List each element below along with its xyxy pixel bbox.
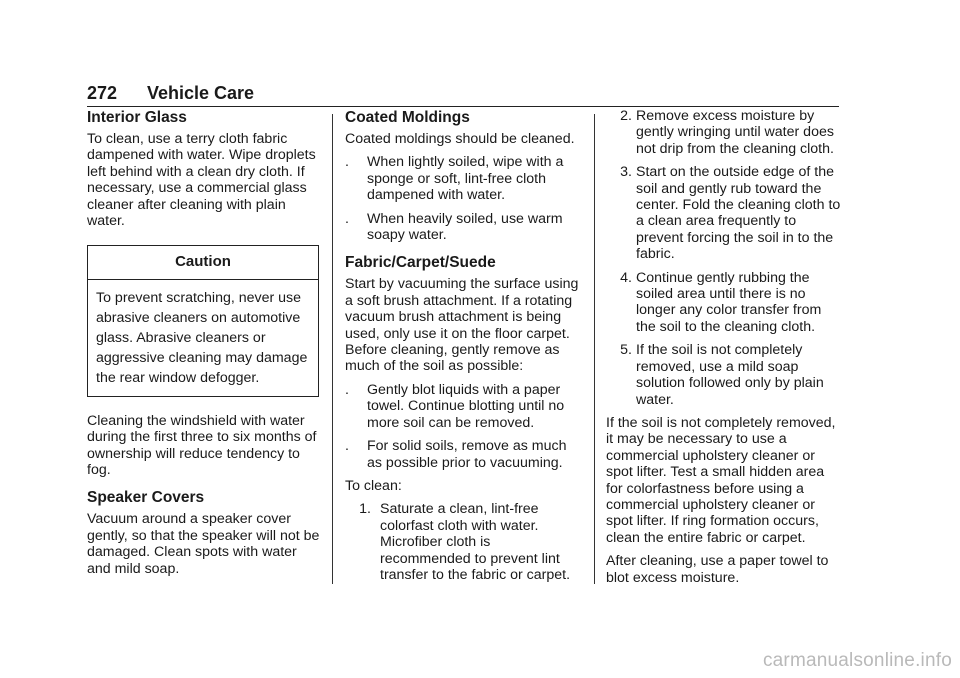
step-text: Remove excess moisture by gently wringing until water does not drip from the cleaning cloth. <box>636 108 834 157</box>
list-item <box>345 438 583 471</box>
step-text: If the soil is not completely removed, use a mild soap solution followed only by plain water. <box>636 342 824 408</box>
column-1 <box>87 108 323 584</box>
bullet-text: When lightly soiled, wipe with a sponge or soft, lint-free cloth dampened with water. <box>367 154 564 204</box>
after-cleaning-paragraph: After cleaning, use a paper towel to blot excess moisture. <box>606 553 829 586</box>
column-divider <box>594 114 595 584</box>
step-item <box>345 501 583 583</box>
speaker-covers-paragraph: Vacuum around a speaker cover gently, so that the speaker will not be damaged. Clean spots with water and mild soap. <box>87 511 320 577</box>
fabric-heading: Fabric/Carpet/Suede <box>345 254 496 272</box>
step-text: Start on the outside edge of the soil and gently rub toward the center. Fold the cleaning cloth to a clean area frequently to prevent forcing the soil in to the fabric. <box>636 164 841 263</box>
upholstery-paragraph: If the soil is not completely removed, it may be necessary to use a commercial upholstery cleaner or spot lifter. Test a small hidden area for colorfastness before using a commercial upholstery cleaner or spot lifter. If ring formation occurs, clean the entire fabric or carpet. <box>606 414 836 546</box>
column-3 <box>606 108 842 593</box>
bullet-mark: . <box>345 381 349 398</box>
list-item <box>345 382 583 431</box>
watermark: carmanualsonline.info <box>762 650 952 671</box>
bullet-mark: . <box>345 210 349 227</box>
bullet-mark: . <box>345 438 349 455</box>
page-number: 272 <box>87 83 118 103</box>
bullet-text: Gently blot liquids with a paper towel. Continue blotting until no more soil can be removed. <box>367 381 565 431</box>
step-number: 3. <box>620 164 632 181</box>
fabric-paragraph: Start by vacuuming the surface using a soft brush attachment. If a rotating vacuum brush attachment is being used, only use it on the floor carpet. Before cleaning, gently remove as much of the soil as possible: <box>345 276 579 375</box>
interior-glass-paragraph: To clean, use a terry cloth fabric dampened with water. Wipe droplets left behind with a clean dry cloth. If necessary, use a commercial glass cleaner after cleaning with plain water. <box>87 131 316 230</box>
column-divider <box>332 114 333 584</box>
page-header <box>87 82 839 107</box>
to-clean-label: To clean: <box>345 477 402 494</box>
windshield-paragraph: Cleaning the windshield with water during the first three to six months of ownership will reduce tendency to fog. <box>87 412 317 479</box>
caution-box <box>87 245 319 396</box>
caution-body: To prevent scratching, never use abrasive cleaners on automotive glass. Abrasive cleaners or aggressive cleaning may damage the rear window defogger. <box>96 289 308 386</box>
step-number: 2. <box>620 108 632 124</box>
coated-moldings-paragraph: Coated moldings should be cleaned. <box>345 131 575 147</box>
section-title: Vehicle Care <box>147 83 255 103</box>
speaker-covers-heading: Speaker Covers <box>87 489 205 507</box>
step-item <box>606 342 842 408</box>
bullet-text: For solid soils, remove as much as possible prior to vacuuming. <box>367 438 567 471</box>
bullet-text: When heavily soiled, use warm soapy water. <box>367 210 563 244</box>
step-text: Continue gently rubbing the soiled area until there is no longer any color transfer from the soil to the cleaning cloth. <box>636 269 822 335</box>
coated-moldings-heading: Coated Moldings <box>345 109 470 126</box>
caution-title: Caution <box>88 246 318 279</box>
step-item <box>606 108 842 157</box>
step-number: 1. <box>359 501 371 518</box>
step-item <box>606 270 842 336</box>
step-text: Saturate a clean, lint-free colorfast cloth with water. Microfiber cloth is recommended to prevent lint transfer to the fabric or carpet. <box>380 501 571 583</box>
interior-glass-heading: Interior Glass <box>87 109 187 126</box>
step-number: 4. <box>620 269 632 286</box>
step-number: 5. <box>620 342 632 359</box>
column-2 <box>345 108 583 590</box>
list-item <box>345 211 583 244</box>
list-item <box>345 154 583 203</box>
bullet-mark: . <box>345 154 349 171</box>
step-item <box>606 164 842 262</box>
